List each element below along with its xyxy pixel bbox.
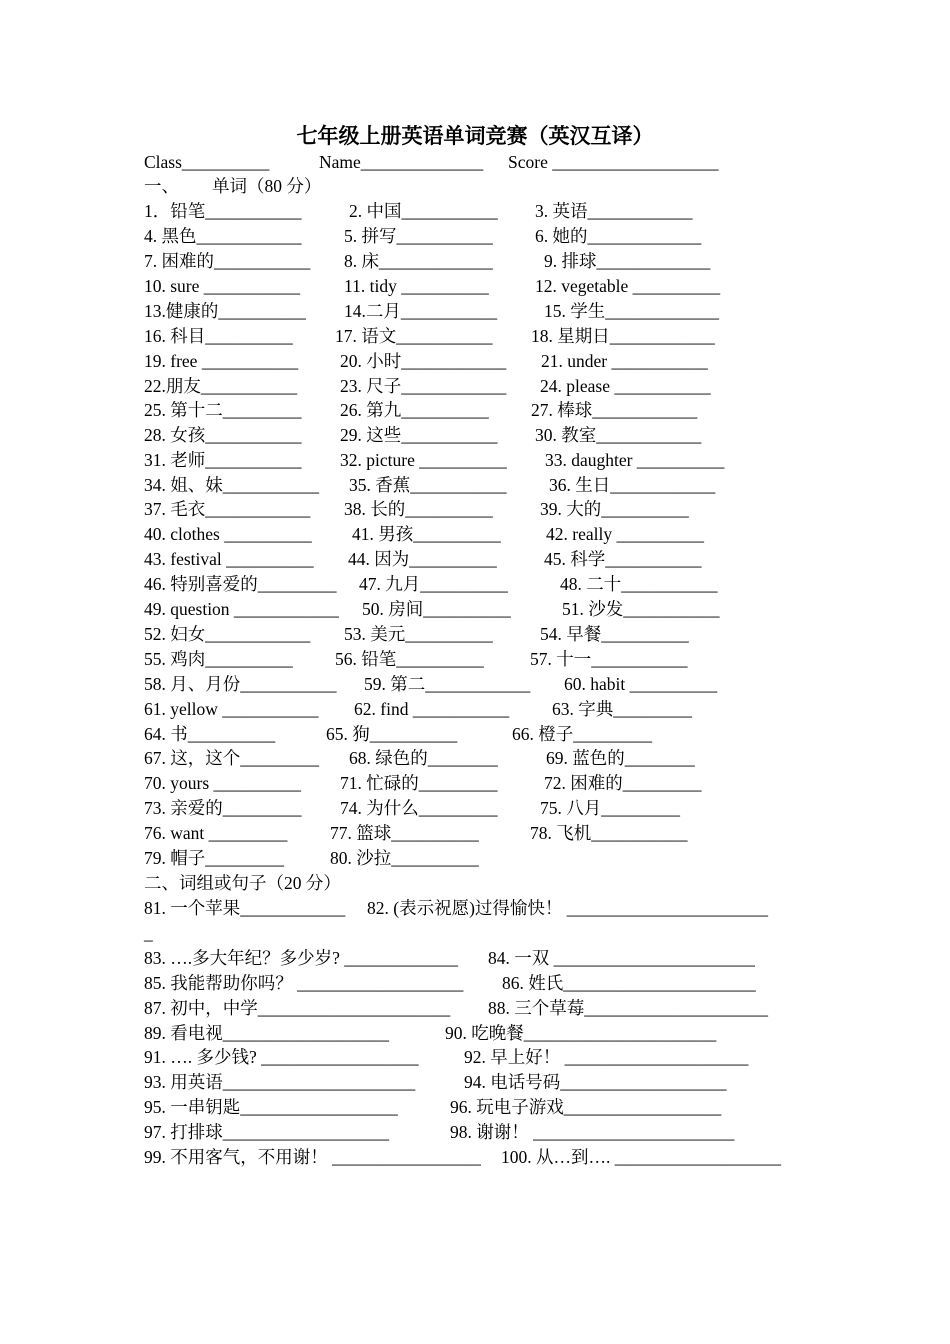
question-item: 56. 铅笔__________	[335, 649, 484, 669]
question-item: 9. 排球_____________	[544, 251, 711, 271]
question-item: 32. picture __________	[340, 450, 507, 470]
question-item: 93. 用英语______________________	[144, 1072, 416, 1092]
question-item: 20. 小时____________	[340, 351, 507, 371]
question-item: 7. 困难的___________	[144, 251, 311, 271]
question-item: 3. 英语____________	[535, 201, 693, 221]
question-item: 64. 书__________	[144, 724, 276, 744]
worksheet-line	[144, 224, 806, 249]
worksheet-line	[144, 547, 806, 572]
question-item: 4. 黑色____________	[144, 226, 302, 246]
worksheet-line	[144, 946, 806, 971]
worksheet-line	[144, 1145, 806, 1170]
worksheet-line	[144, 174, 806, 199]
question-item: 29. 这些___________	[340, 425, 498, 445]
question-item: 2. 中国___________	[349, 201, 498, 221]
worksheet-line	[144, 672, 806, 697]
question-item: 76. want _________	[144, 823, 288, 843]
worksheet-line	[144, 871, 806, 896]
worksheet-line	[144, 971, 806, 996]
worksheet-line	[144, 647, 806, 672]
question-item: 65. 狗__________	[326, 724, 458, 744]
question-item: 88. 三个草莓_____________________	[488, 998, 768, 1018]
question-item: 23. 尺子____________	[340, 376, 507, 396]
worksheet-line	[144, 1095, 806, 1120]
worksheet-line	[144, 249, 806, 274]
worksheet-line	[144, 996, 806, 1021]
question-item: Name______________	[319, 152, 484, 172]
worksheet-line	[144, 299, 806, 324]
question-item: 100. 从…到…. ___________________	[501, 1147, 781, 1167]
question-item: 86. 姓氏______________________	[502, 973, 756, 993]
question-item: 73. 亲爱的_________	[144, 798, 302, 818]
worksheet-line	[144, 423, 806, 448]
worksheet-line	[144, 1045, 806, 1070]
question-item: 60. habit __________	[564, 674, 718, 694]
question-item: 19. free ___________	[144, 351, 299, 371]
question-item: 43. festival __________	[144, 549, 314, 569]
question-item: 67. 这，这个_________	[144, 748, 319, 768]
question-item: 46. 特别喜爱的_________	[144, 574, 337, 594]
worksheet-line	[144, 846, 806, 871]
question-item: 48. 二十___________	[560, 574, 718, 594]
question-item: 54. 早餐__________	[540, 624, 689, 644]
question-item: 34. 姐、妹___________	[144, 475, 319, 495]
question-item: 81. 一个苹果____________	[144, 898, 346, 918]
question-item: 84. 一双 _______________________	[488, 948, 755, 968]
question-item: 85. 我能帮助你吗？ ___________________	[144, 973, 464, 993]
question-item: 36. 生日____________	[549, 475, 716, 495]
question-item: 49. question ____________	[144, 599, 339, 619]
question-item: 25. 第十二_________	[144, 400, 302, 420]
question-item: 95. 一串钥匙__________________	[144, 1097, 398, 1117]
worksheet-line	[144, 572, 806, 597]
worksheet-line	[144, 1070, 806, 1095]
worksheet-line	[144, 697, 806, 722]
worksheet-line	[144, 1021, 806, 1046]
question-item: 35. 香蕉___________	[349, 475, 507, 495]
question-item: 44. 因为__________	[348, 549, 497, 569]
question-item: 12. vegetable __________	[535, 276, 721, 296]
question-item: 62. find ___________	[354, 699, 510, 719]
question-item: 40. clothes __________	[144, 524, 312, 544]
worksheet-line	[144, 746, 806, 771]
worksheet-line	[144, 896, 806, 921]
question-item: 二、词组或句子（20 分）	[144, 873, 341, 893]
question-item: Score ___________________	[508, 152, 719, 172]
question-item: 70. yours __________	[144, 773, 302, 793]
question-item: 28. 女孩___________	[144, 425, 302, 445]
question-item: 8. 床_____________	[344, 251, 493, 271]
worksheet-line	[144, 821, 806, 846]
question-item: 99. 不用客气，不用谢！ _________________	[144, 1147, 481, 1167]
question-item: 57. 十一___________	[530, 649, 688, 669]
question-item: 72. 困难的_________	[544, 773, 702, 793]
question-item: 58. 月、月份___________	[144, 674, 337, 694]
question-item: 82. (表示祝愿)过得愉快！ _______________________	[367, 898, 769, 918]
question-item: 94. 电话号码___________________	[464, 1072, 727, 1092]
question-item: 68. 绿色的________	[349, 748, 498, 768]
question-item: 50. 房间__________	[362, 599, 511, 619]
worksheet-line	[144, 921, 806, 946]
question-item: 59. 第二____________	[364, 674, 531, 694]
question-item: 42. really __________	[546, 524, 704, 544]
question-item: 22.朋友___________	[144, 376, 298, 396]
worksheet-line	[144, 622, 806, 647]
question-item: 92. 早上好！ _____________________	[464, 1047, 749, 1067]
question-item: 41. 男孩__________	[352, 524, 501, 544]
question-item: 11. tidy __________	[344, 276, 489, 296]
question-item: 97. 打排球___________________	[144, 1122, 389, 1142]
question-item: 5. 拼写___________	[344, 226, 493, 246]
worksheet-line	[144, 349, 806, 374]
worksheet-line	[144, 274, 806, 299]
worksheet-line	[144, 522, 806, 547]
question-item: 26. 第九__________	[340, 400, 489, 420]
question-item: 75. 八月_________	[540, 798, 680, 818]
question-item: 33. daughter __________	[545, 450, 725, 470]
question-item: 45. 科学___________	[544, 549, 702, 569]
question-item: 14.二月___________	[344, 301, 498, 321]
question-item: 74. 为什么_________	[340, 798, 498, 818]
question-item: 55. 鸡肉__________	[144, 649, 293, 669]
worksheet-line	[144, 796, 806, 821]
question-item: 1．铅笔___________	[144, 201, 302, 221]
worksheet-line	[144, 150, 806, 175]
question-item: 80. 沙拉__________	[330, 848, 479, 868]
question-item: 66. 橙子_________	[512, 724, 652, 744]
question-item: 47. 九月__________	[359, 574, 508, 594]
question-item: 77. 篮球__________	[330, 823, 479, 843]
question-item: 37. 毛衣____________	[144, 499, 311, 519]
question-item: 一、	[144, 176, 179, 196]
question-item: Class__________	[144, 152, 270, 172]
question-item: 15. 学生_____________	[544, 301, 719, 321]
question-item: 18. 星期日____________	[531, 326, 715, 346]
question-item: 61. yellow ___________	[144, 699, 319, 719]
question-item: 87. 初中，中学______________________	[144, 998, 451, 1018]
question-item: 69. 蓝色的________	[546, 748, 695, 768]
worksheet-line	[144, 374, 806, 399]
worksheet-line	[144, 324, 806, 349]
question-item: 51. 沙发___________	[562, 599, 720, 619]
worksheet-line	[144, 722, 806, 747]
question-item: 63. 字典_________	[552, 699, 692, 719]
question-item: 53. 美元__________	[344, 624, 493, 644]
question-item: 10. sure ___________	[144, 276, 301, 296]
worksheet-line	[144, 398, 806, 423]
question-item: 13.健康的__________	[144, 301, 306, 321]
worksheet-line	[144, 1120, 806, 1145]
question-item: 16. 科目__________	[144, 326, 293, 346]
question-item: 21. under ___________	[541, 351, 708, 371]
question-item: 89. 看电视___________________	[144, 1023, 389, 1043]
question-item: 78. 飞机___________	[530, 823, 688, 843]
question-item: 24. please ___________	[540, 376, 711, 396]
question-item: 83. ….多大年纪？多少岁? _____________	[144, 948, 459, 968]
question-item: 31. 老师___________	[144, 450, 302, 470]
question-item: 单词（80 分）	[212, 176, 322, 196]
question-item: 30. 教室____________	[535, 425, 702, 445]
question-item: 27. 棒球____________	[531, 400, 698, 420]
worksheet-line	[144, 473, 806, 498]
question-item: 90. 吃晚餐______________________	[445, 1023, 717, 1043]
question-item: 17. 语文___________	[335, 326, 493, 346]
worksheet-line	[144, 771, 806, 796]
question-item: 6. 她的_____________	[535, 226, 702, 246]
question-item: 79. 帽子_________	[144, 848, 284, 868]
question-item: 39. 大的__________	[540, 499, 689, 519]
question-item: _	[144, 923, 153, 943]
worksheet-line	[144, 597, 806, 622]
worksheet-title: 七年级上册英语单词竞赛（英汉互译）	[296, 124, 654, 148]
question-item: 98. 谢谢！ _______________________	[450, 1122, 735, 1142]
question-item: 91. …. 多少钱? __________________	[144, 1047, 419, 1067]
question-item: 38. 长的__________	[344, 499, 493, 519]
question-item: 71. 忙碌的_________	[340, 773, 498, 793]
question-item: 96. 玩电子游戏__________________	[450, 1097, 722, 1117]
question-item: 52. 妇女____________	[144, 624, 311, 644]
worksheet-line	[144, 497, 806, 522]
worksheet-line	[144, 448, 806, 473]
worksheet-line	[144, 199, 806, 224]
